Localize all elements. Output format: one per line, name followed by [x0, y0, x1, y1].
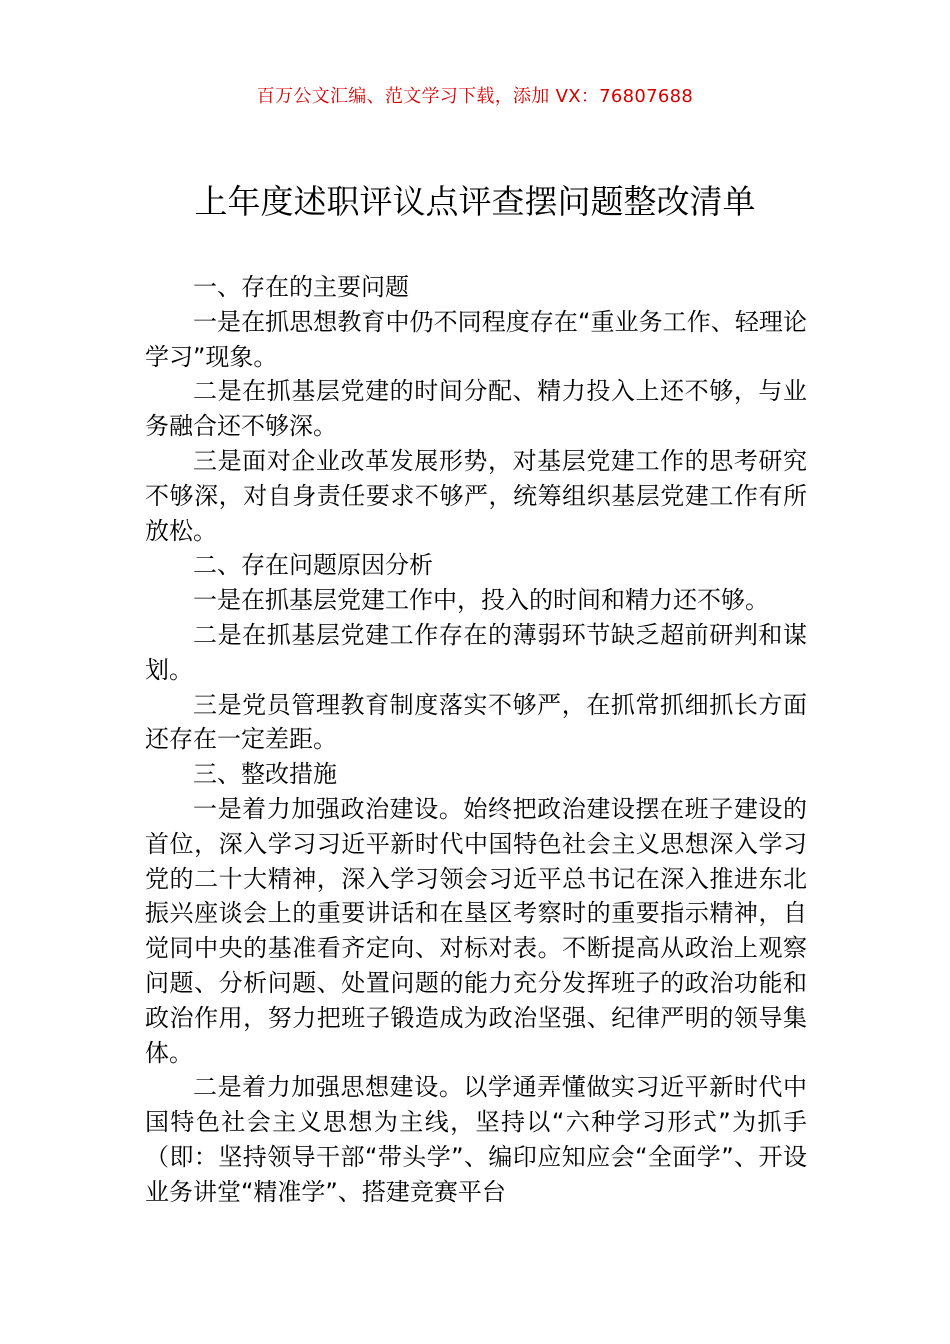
document-body	[145, 270, 807, 1210]
paragraph: 三是党员管理教育制度落实不够严，在抓常抓细抓长方面还存在一定差距。	[145, 690, 807, 754]
header-banner: 百万公文汇编、范文学习下载，添加 VX：76807688	[256, 86, 694, 107]
section-heading-measures: 三、整改措施	[193, 760, 337, 789]
section-heading-problems: 一、存在的主要问题	[193, 273, 409, 301]
paragraph: 一是在抓思想教育中仍不同程度存在“重业务工作、轻理论学习”现象。	[145, 307, 807, 371]
page-title: 上年度述职评议点评查摆问题整改清单	[194, 182, 756, 221]
section-heading-causes: 二、存在问题原因分析	[193, 551, 433, 580]
paragraph: 一是在抓基层党建工作中，投入的时间和精力还不够。	[193, 586, 769, 615]
paragraph: 二是在抓基层党建工作存在的薄弱环节缺乏超前研判和谋划。	[145, 620, 807, 684]
paragraph: 二是着力加强思想建设。以学通弄懂做实习近平新时代中国特色社会主义思想为主线，坚持以“六种学习形式”为抓手（即：坚持领导干部“带头学”、编印应知应会“全面学”、开设业务讲堂“精准学”、搭建竞赛平台	[145, 1073, 807, 1206]
paragraph: 二是在抓基层党建的时间分配、精力投入上还不够，与业务融合还不够深。	[145, 377, 807, 441]
paragraph: 三是面对企业改革发展形势，对基层党建工作的思考研究不够深，对自身责任要求不够严，统筹组织基层党建工作有所放松。	[145, 446, 807, 545]
paragraph: 一是着力加强政治建设。始终把政治建设摆在班子建设的首位，深入学习习近平新时代中国特色社会主义思想深入学习党的二十大精神，深入学习领会习近平总书记在深入推进东北振兴座谈会上的重要讲话和在垦区考察时的重要指示精神，自觉同中央的基准看齐定向、对标对表。不断提高从政治上观察问题、分析问题、处置问题的能力充分发挥班子的政治功能和政治作用，努力把班子锻造成为政治坚强、纪律严明的领导集体。	[145, 794, 807, 1067]
